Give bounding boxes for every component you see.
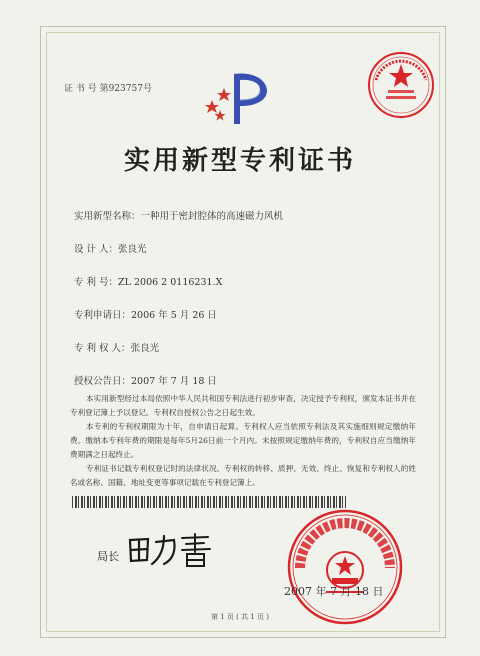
barcode bbox=[72, 496, 346, 508]
grant-date-field bbox=[74, 373, 217, 387]
seal-date: 2007 年 7 月 18 日 bbox=[284, 585, 384, 598]
filing-date-value: 2006 年 5 月 26 日 bbox=[131, 310, 217, 321]
patentee-label: 专 利 权 人： bbox=[74, 343, 131, 354]
body-paragraph-3: 专利证书记载专利权登记时的法律状况。专利权的转移、质押、无效、终止、恢复和专利权人的姓名或名称、国籍、地址变更等事项记载在专利登记簿上。 bbox=[70, 464, 416, 487]
body-paragraph-2: 本专利的专利权期限为十年，自申请日起算。专利权人应当依照专利法及其实施细则规定缴纳年费。缴纳本专利年费的期限是每年5月26日前一个月内。未按照规定缴纳年费的，专利权自应当缴纳年费期满之日起终止。 bbox=[70, 422, 416, 459]
filing-date-label: 专利申请日： bbox=[74, 310, 132, 321]
agency-seal-icon bbox=[366, 50, 436, 120]
patent-number-label: 专 利 号： bbox=[74, 277, 119, 288]
designer-field bbox=[74, 241, 147, 255]
body-paragraph-1: 本实用新型经过本局依照中华人民共和国专利法进行初步审查，决定授予专利权，颁发本证书并在专利登记簿上予以登记。专利权自授权公告之日起生效。 bbox=[70, 394, 416, 417]
patentee-field bbox=[74, 340, 159, 354]
filing-date-field bbox=[74, 307, 217, 321]
designer-value: 张良光 bbox=[118, 244, 147, 255]
patent-number-field bbox=[74, 274, 222, 288]
grant-date-value: 2007 年 7 月 18 日 bbox=[131, 376, 217, 387]
director-label: 局长 bbox=[97, 550, 119, 563]
model-name-field bbox=[74, 208, 283, 222]
page-number: 第 1 页 ( 共 1 页 ) bbox=[211, 613, 269, 621]
model-name-label: 实用新型名称： bbox=[74, 211, 141, 222]
model-name-value: 一种用于密封腔体的高速磁力风机 bbox=[140, 211, 284, 222]
grant-date-label: 授权公告日： bbox=[74, 376, 132, 387]
certificate-number: 证 书 号 第923757号 bbox=[64, 84, 152, 94]
certificate-title: 实用新型专利证书 bbox=[123, 146, 356, 176]
patent-office-logo-icon bbox=[200, 66, 280, 128]
patent-number-value: ZL 2006 2 0116231.X bbox=[118, 277, 223, 288]
patentee-value: 张良光 bbox=[130, 343, 160, 354]
sipo-seal-icon bbox=[286, 508, 404, 626]
director-signature bbox=[124, 530, 216, 570]
designer-label: 设 计 人： bbox=[74, 244, 119, 255]
